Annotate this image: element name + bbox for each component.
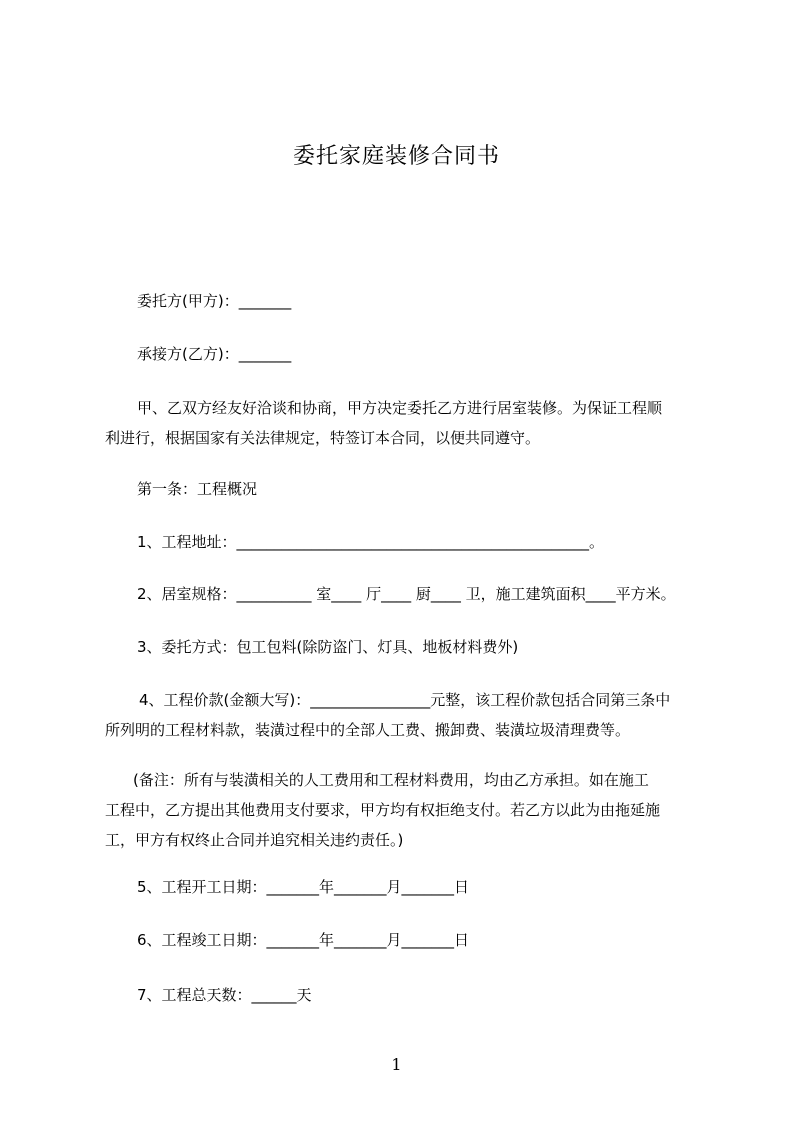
item-6-end-date: 6、工程竣工日期：_______年_______月_______日 bbox=[137, 931, 470, 949]
note-line-1: (备注：所有与装潢相关的人工费用和工程材料费用，均由乙方承担。如在施工 bbox=[133, 771, 649, 789]
item-3-method: 3、委托方式：包工包料(除防盗门、灯具、地板材料费外) bbox=[137, 638, 519, 656]
item-1-address: 1、工程地址：_______________________________________________。 bbox=[137, 533, 605, 551]
item-4-line-1: 4、工程价款(金额大写)：________________元整，该工程价款包括合同第三条中 bbox=[139, 691, 671, 709]
intro-line-2: 利进行，根据国家有关法律规定，特签订本合同，以便共同遵守。 bbox=[105, 429, 541, 447]
party-b-line: 承接方(乙方)：_______ bbox=[137, 345, 292, 363]
item-2-room-spec: 2、居室规格：__________ 室____ 厅____ 厨____ 卫，施工建筑面积____平方米。 bbox=[137, 585, 676, 603]
item-5-start-date: 5、工程开工日期：_______年_______月_______日 bbox=[137, 878, 470, 896]
item-4-price-paragraph bbox=[105, 685, 717, 745]
document-title: 委托家庭装修合同书 bbox=[292, 144, 500, 169]
item-4-line-2: 所列明的工程材料款，装潢过程中的全部人工费、搬卸费、装潢垃圾清理费等。 bbox=[105, 721, 631, 739]
page-number: 1 bbox=[391, 1055, 402, 1074]
note-line-2: 工程中，乙方提出其他费用支付要求，甲方均有权拒绝支付。若乙方以此为由拖延施 bbox=[105, 801, 661, 819]
note-line-3: 工，甲方有权终止合同并追究相关违约责任。) bbox=[105, 831, 404, 849]
party-a-line: 委托方(甲方)：_______ bbox=[137, 292, 292, 310]
intro-line-1: 甲、乙双方经友好洽谈和协商，甲方决定委托乙方进行居室装修。为保证工程顺 bbox=[137, 399, 663, 417]
intro-paragraph bbox=[105, 393, 717, 453]
note-paragraph bbox=[105, 765, 717, 855]
item-7-total-days: 7、工程总天数：______天 bbox=[137, 986, 312, 1004]
article1-heading: 第一条：工程概况 bbox=[137, 480, 258, 498]
